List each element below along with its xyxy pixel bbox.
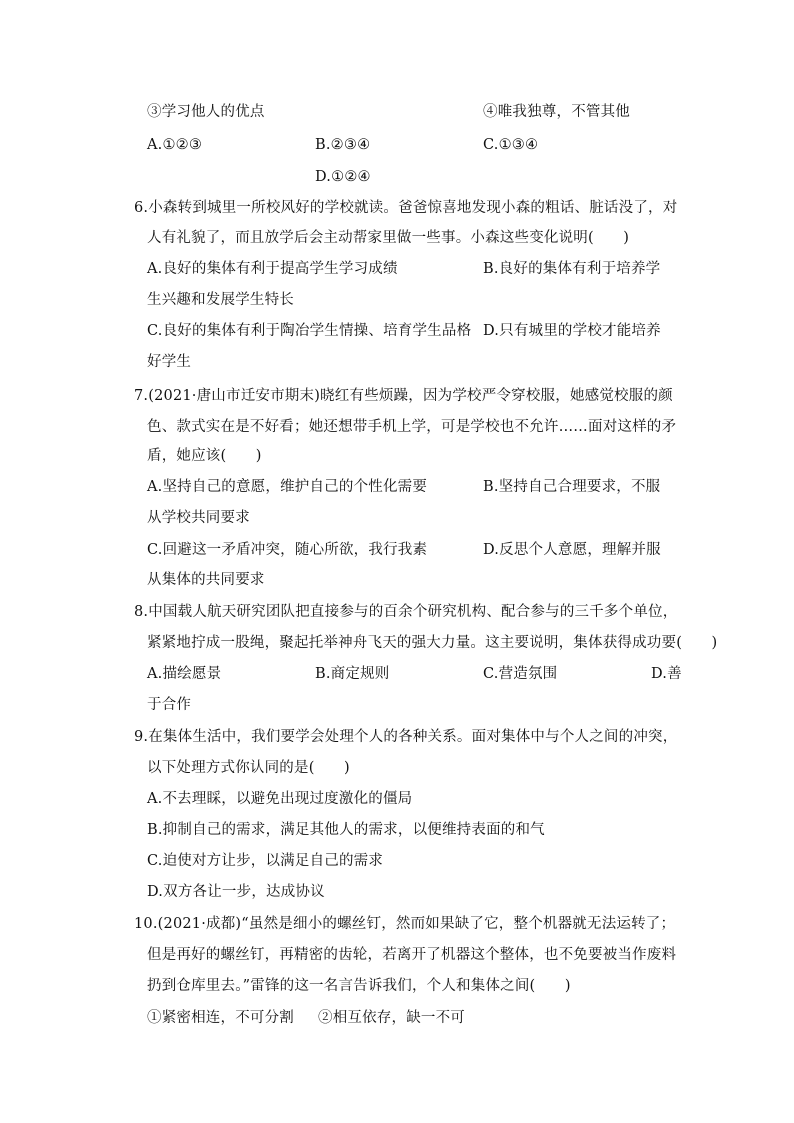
q7-choice-b-cont: 从学校共同要求: [147, 510, 250, 526]
q6-choice-b-cont: 生兴趣和发展学生特长: [147, 292, 294, 308]
q7-choice-b[interactable]: B.坚持自己合理要求，不服: [483, 479, 661, 495]
prev-choice-d[interactable]: D.①②④: [315, 169, 371, 185]
q9-stem: 9.在集体生活中，我们要学会处理个人的各种关系。面对集体中与个人之间的冲突，: [134, 729, 678, 745]
q6-stem: 6.小森转到城里一所校风好的学校就读。爸爸惊喜地发现小森的粗话、脏话没了，对: [134, 200, 678, 216]
q8-choice-d[interactable]: D.善: [651, 666, 682, 682]
q6-choice-b[interactable]: B.良好的集体有利于培养学: [483, 261, 661, 277]
q6-choice-a[interactable]: A.良好的集体有利于提高学生学习成绩: [147, 261, 398, 277]
prev-choice-b[interactable]: B.②③④: [315, 137, 371, 153]
prev-option-4: ④唯我独尊，不管其他: [483, 104, 630, 120]
q9-choice-c[interactable]: C.迫使对方让步，以满足自己的需求: [147, 853, 384, 869]
q6-choice-d[interactable]: D.只有城里的学校才能培养: [483, 323, 661, 339]
q9-choice-b[interactable]: B.抑制自己的需求，满足其他人的需求，以便维持表面的和气: [147, 822, 545, 838]
q7-stem: 7.(2021·唐山市迁安市期末)晓红有些烦躁，因为学校严令穿校服，她感觉校服的颜: [134, 388, 673, 404]
q10-stem-cont-2: 扔到仓库里去。”雷锋的这一名言告诉我们，个人和集体之间( ): [147, 978, 571, 994]
q8-choice-c[interactable]: C.营造氛围: [483, 666, 558, 682]
q10-option-1: ①紧密相连，不可分割: [147, 1010, 294, 1026]
q9-choice-d[interactable]: D.双方各让一步，达成协议: [147, 884, 325, 900]
prev-option-3: ③学习他人的优点: [147, 104, 265, 120]
q8-choice-b[interactable]: B.商定规则: [315, 666, 390, 682]
q10-stem-cont-1: 但是再好的螺丝钉，再精密的齿轮，若离开了机器这个整体，也不免要被当作废料: [147, 947, 677, 963]
q7-choice-a[interactable]: A.坚持自己的意愿，维护自己的个性化需要: [147, 479, 428, 495]
q10-stem: 10.(2021·成都)“虽然是细小的螺丝钉，然而如果缺了它，整个机器就无法运转了；: [134, 916, 676, 932]
q7-stem-cont-1: 色、款式实在是不好看；她还想带手机上学，可是学校也不允许……面对这样的矛: [147, 419, 677, 435]
q7-stem-cont-2: 盾，她应该( ): [147, 448, 262, 464]
q7-choice-c[interactable]: C.回避这一矛盾冲突，随心所欲，我行我素: [147, 542, 428, 558]
q8-choice-d-cont: 于合作: [147, 697, 192, 713]
q9-choice-a[interactable]: A.不去理睬，以避免出现过度激化的僵局: [147, 791, 413, 807]
q7-choice-d[interactable]: D.反思个人意愿，理解并服: [483, 542, 661, 558]
q6-choice-d-cont: 好学生: [147, 354, 192, 370]
q6-stem-cont: 人有礼貌了，而且放学后会主动帮家里做一些事。小森这些变化说明( ): [147, 230, 630, 246]
q8-stem: 8.中国载人航天研究团队把直接参与的百余个研究机构、配合参与的三千多个单位，: [134, 604, 678, 620]
q6-choice-c[interactable]: C.良好的集体有利于陶冶学生情操、培育学生品格: [147, 323, 472, 339]
q8-choice-a[interactable]: A.描绘愿景: [147, 666, 222, 682]
q9-stem-cont: 以下处理方式你认同的是( ): [147, 760, 350, 776]
q10-option-2: ②相互依存，缺一不可: [318, 1010, 465, 1026]
prev-choice-c[interactable]: C.①③④: [483, 137, 539, 153]
q7-choice-d-cont: 从集体的共同要求: [147, 572, 265, 588]
q8-stem-cont: 紧紧地拧成一股绳，聚起托举神舟飞天的强大力量。这主要说明，集体获得成功要( ): [147, 635, 718, 651]
prev-choice-a[interactable]: A.①②③: [147, 137, 203, 153]
